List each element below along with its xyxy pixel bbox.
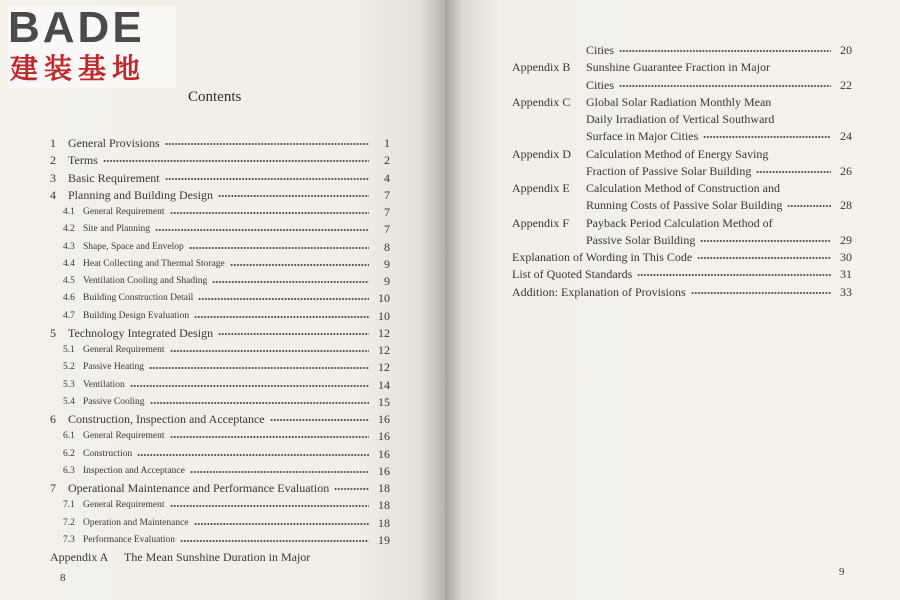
- toc-entry-title: General Provisions: [68, 136, 160, 150]
- toc-entry-title: Addition: Explanation of Provisions: [512, 284, 686, 299]
- toc-entry: [50, 547, 310, 564]
- bade-logo: [8, 3, 176, 88]
- toc-entry-title: Daily Irradiation of Vertical Southward: [586, 112, 775, 126]
- toc-entry: [512, 144, 768, 161]
- toc-leader-dots: [334, 486, 369, 492]
- toc-entry-title: General Requirement: [83, 207, 165, 217]
- toc-entry-page: 31: [840, 267, 852, 282]
- toc-leader-dots: [619, 48, 831, 54]
- toc-entry-number: 6: [50, 412, 56, 426]
- toc-entry-number: Appendix D: [512, 146, 571, 161]
- page-number-left: 8: [60, 572, 66, 584]
- toc-entry: [50, 392, 390, 409]
- toc-entry-title: Surface in Major Cities: [586, 129, 699, 144]
- toc-entry-number: 4.3: [63, 241, 75, 252]
- toc-entry-title: Ventilation Cooling and Shading: [83, 276, 208, 286]
- toc-entry-page: 14: [378, 377, 390, 392]
- toc-entry: [512, 213, 773, 230]
- toc-leader-dots: [270, 417, 369, 423]
- toc-entry-title: Running Costs of Passive Solar Building: [586, 198, 783, 213]
- toc-entry: [50, 323, 390, 340]
- toc-leader-dots: [218, 331, 369, 337]
- toc-entry-number: 2: [50, 153, 56, 168]
- toc-entry: [512, 57, 770, 74]
- toc-entry-number: Appendix A: [50, 550, 109, 564]
- toc-entry: [512, 75, 852, 92]
- toc-entry: [50, 133, 390, 150]
- toc-leader-dots: [165, 176, 369, 182]
- toc-entry: [50, 426, 390, 443]
- toc-entry: [50, 254, 390, 271]
- toc-entry-page: 33: [840, 284, 852, 299]
- toc-entry: [50, 288, 390, 305]
- toc-entry: [50, 495, 390, 512]
- toc-entry: [512, 195, 852, 212]
- toc-leader-dots: [756, 169, 831, 175]
- toc-entry-page: 12: [378, 360, 390, 375]
- toc-entry-page: 18: [378, 481, 390, 495]
- toc-entry: [512, 178, 780, 195]
- toc-entry-title: Global Solar Radiation Monthly Mean: [586, 94, 772, 109]
- toc-entry-number: 4: [50, 187, 56, 202]
- toc-leader-dots: [787, 203, 831, 209]
- toc-entry-number: 5.4: [63, 396, 75, 407]
- toc-entry-title: Cities: [586, 43, 615, 57]
- toc-entry: [50, 530, 390, 547]
- toc-entry-title: Explanation of Wording in This Code: [512, 250, 693, 264]
- toc-entry-page: 22: [840, 77, 852, 92]
- toc-entry-title: Construction: [83, 448, 133, 459]
- toc-entry-title: Building Construction Detail: [83, 293, 194, 304]
- toc-entry: [50, 375, 390, 392]
- toc-entry: [50, 271, 390, 288]
- toc-entry-number: 4.5: [63, 276, 75, 286]
- toc-leader-dots: [137, 452, 369, 458]
- toc-entry-number: 5.1: [63, 345, 75, 355]
- toc-entry: [50, 461, 390, 478]
- toc-entry-title: Ventilation: [83, 379, 125, 390]
- toc-entry-page: 15: [378, 394, 390, 409]
- toc-entry: [512, 161, 852, 178]
- toc-entry-page: 4: [384, 170, 390, 185]
- toc-leader-dots: [190, 469, 369, 475]
- toc-entry-page: 16: [378, 412, 390, 426]
- toc-entry: [512, 282, 852, 299]
- toc-entry-title: Site and Planning: [83, 224, 151, 235]
- toc-leader-dots: [170, 503, 369, 509]
- toc-entry: [50, 185, 390, 202]
- toc-leader-dots: [198, 296, 369, 302]
- toc-entry-page: 26: [840, 163, 852, 178]
- toc-leader-dots: [218, 193, 369, 199]
- toc-entry-number: 4.1: [63, 207, 75, 217]
- toc-entry-title: Fraction of Passive Solar Building: [586, 163, 752, 178]
- toc-entry: [50, 513, 390, 530]
- toc-entry-title: Shape, Space and Envelop: [83, 241, 184, 252]
- toc-entry-page: 16: [378, 429, 390, 444]
- toc-entry-number: 4.6: [63, 293, 75, 304]
- toc-entry-title: Basic Requirement: [68, 170, 160, 185]
- toc-leader-dots: [194, 521, 369, 527]
- toc-entry: [512, 264, 852, 281]
- toc-entry: [512, 247, 852, 264]
- toc-entry-page: 18: [378, 515, 390, 530]
- toc-leader-dots: [619, 83, 831, 89]
- contents-title: Contents: [188, 89, 242, 105]
- toc-entry-number: Appendix E: [512, 181, 570, 195]
- toc-entry-title: Technology Integrated Design: [68, 325, 214, 340]
- toc-entry-title: Building Design Evaluation: [83, 310, 190, 321]
- toc-entry-title: General Requirement: [83, 500, 165, 511]
- toc-leader-dots: [230, 262, 369, 268]
- toc-entry-number: 4.2: [63, 224, 75, 235]
- toc-leader-dots: [130, 383, 369, 389]
- toc-leader-dots: [149, 365, 369, 371]
- right-page: [445, 0, 900, 600]
- toc-entry-title: Sunshine Guarantee Fraction in Major: [586, 60, 770, 75]
- toc-entry: [50, 168, 390, 185]
- toc-entry-title: Inspection and Acceptance: [83, 465, 185, 476]
- toc-entry-number: 6.2: [63, 448, 75, 459]
- left-page: [0, 0, 445, 600]
- toc-entry: [50, 202, 390, 219]
- logo-brand: BADE: [8, 3, 145, 52]
- toc-entry-page: 9: [384, 256, 390, 271]
- logo-subtitle: 建装基地: [10, 52, 147, 85]
- toc-entry-number: Appendix F: [512, 215, 569, 230]
- toc-leader-dots: [700, 238, 831, 244]
- toc-entry-page: 28: [840, 198, 852, 213]
- toc-entry-page: 7: [384, 205, 390, 219]
- toc-leader-dots: [150, 400, 370, 406]
- toc-entry-page: 7: [384, 187, 390, 202]
- toc-entry-page: 9: [384, 274, 390, 288]
- toc-entry-title: General Requirement: [83, 431, 165, 442]
- toc-leader-dots: [697, 255, 831, 261]
- toc-entry-number: 7.2: [63, 517, 75, 528]
- toc-entry-page: 16: [378, 463, 390, 478]
- toc-leader-dots: [703, 134, 831, 140]
- toc-entry-page: 7: [384, 222, 390, 237]
- toc-entry-page: 24: [840, 129, 852, 144]
- toc-entry: [50, 306, 390, 323]
- toc-entry-page: 10: [378, 308, 390, 323]
- toc-entry-page: 19: [378, 532, 390, 547]
- toc-leader-dots: [691, 290, 831, 296]
- toc-entry-number: Appendix C: [512, 94, 571, 109]
- toc-entry-number: 4.7: [63, 310, 75, 321]
- toc-entry: [50, 444, 390, 461]
- toc-entry: [512, 92, 771, 109]
- toc-entry-title: Payback Period Calculation Method of: [586, 215, 773, 230]
- toc-entry-title: Construction, Inspection and Acceptance: [68, 412, 265, 426]
- toc-entry: [50, 219, 390, 236]
- toc-entry-title: Cities: [586, 77, 615, 92]
- toc-entry-number: 5: [50, 325, 56, 340]
- toc-entry: [512, 230, 852, 247]
- toc-entry-number: 6.3: [63, 465, 75, 476]
- toc-entry-page: 16: [378, 446, 390, 461]
- toc-entry: [50, 150, 390, 167]
- toc-entry-title: Terms: [68, 153, 98, 168]
- toc-entry: [50, 340, 390, 357]
- toc-leader-dots: [165, 141, 369, 147]
- page-number-right: 9: [839, 566, 845, 578]
- toc-entry-title: Operation and Maintenance: [83, 517, 189, 528]
- toc-entry-title: General Requirement: [83, 345, 165, 355]
- toc-entry-number: 5.3: [63, 379, 75, 390]
- toc-entry-page: 2: [384, 153, 390, 168]
- toc-entry-page: 20: [840, 43, 852, 57]
- toc-entry-number: 1: [50, 136, 56, 150]
- toc-entry-page: 12: [378, 325, 390, 340]
- toc-leader-dots: [170, 434, 369, 440]
- toc-entry-page: 29: [840, 232, 852, 247]
- toc-entry-title: Calculation Method of Energy Saving: [586, 146, 769, 161]
- toc-entry-page: 12: [378, 343, 390, 357]
- toc-entry-title: Passive Solar Building: [586, 232, 696, 247]
- toc-entry: [512, 40, 852, 57]
- toc-entry-number: 4.4: [63, 258, 75, 269]
- toc-entry-title: Calculation Method of Construction and: [586, 181, 780, 195]
- toc-entry-number: 5.2: [63, 362, 75, 373]
- toc-entry-number: 7.1: [63, 500, 75, 511]
- toc-entry-title: Operational Maintenance and Performance Evaluation: [68, 481, 330, 495]
- toc-entry-page: 10: [378, 291, 390, 306]
- toc-leader-dots: [180, 538, 369, 544]
- toc-entry-title: Planning and Building Design: [68, 187, 213, 202]
- toc-entry-title: Heat Collecting and Thermal Storage: [83, 258, 225, 269]
- toc-leader-dots: [155, 227, 369, 233]
- toc-entry-number: 3: [50, 170, 56, 185]
- toc-entry-title: Passive Heating: [83, 362, 144, 373]
- toc-entry: [50, 409, 390, 426]
- toc-leader-dots: [170, 210, 369, 216]
- toc-leader-dots: [212, 279, 369, 285]
- toc-entry-title: Passive Cooling: [83, 396, 145, 407]
- toc-entry-number: Appendix B: [512, 60, 571, 75]
- toc-entry: [50, 478, 390, 495]
- toc-entry: [512, 109, 774, 126]
- toc-entry: [512, 126, 852, 143]
- toc-leader-dots: [103, 158, 369, 164]
- toc-entry-number: 7.3: [63, 534, 75, 545]
- toc-entry-page: 8: [384, 239, 390, 254]
- toc-leader-dots: [189, 245, 369, 251]
- toc-entry: [50, 357, 390, 374]
- toc-leader-dots: [194, 314, 369, 320]
- toc-entry-title: Performance Evaluation: [83, 534, 176, 545]
- toc-entry-page: 30: [840, 250, 852, 264]
- toc-entry-number: 7: [50, 481, 56, 495]
- toc-leader-dots: [170, 348, 369, 354]
- toc-entry-title: The Mean Sunshine Duration in Major: [124, 550, 311, 564]
- toc-entry: [50, 237, 390, 254]
- toc-entry-title: List of Quoted Standards: [512, 267, 633, 282]
- toc-entry-number: 6.1: [63, 431, 75, 442]
- toc-entry-page: 18: [378, 498, 390, 513]
- toc-entry-page: 1: [384, 136, 390, 150]
- toc-leader-dots: [637, 272, 831, 278]
